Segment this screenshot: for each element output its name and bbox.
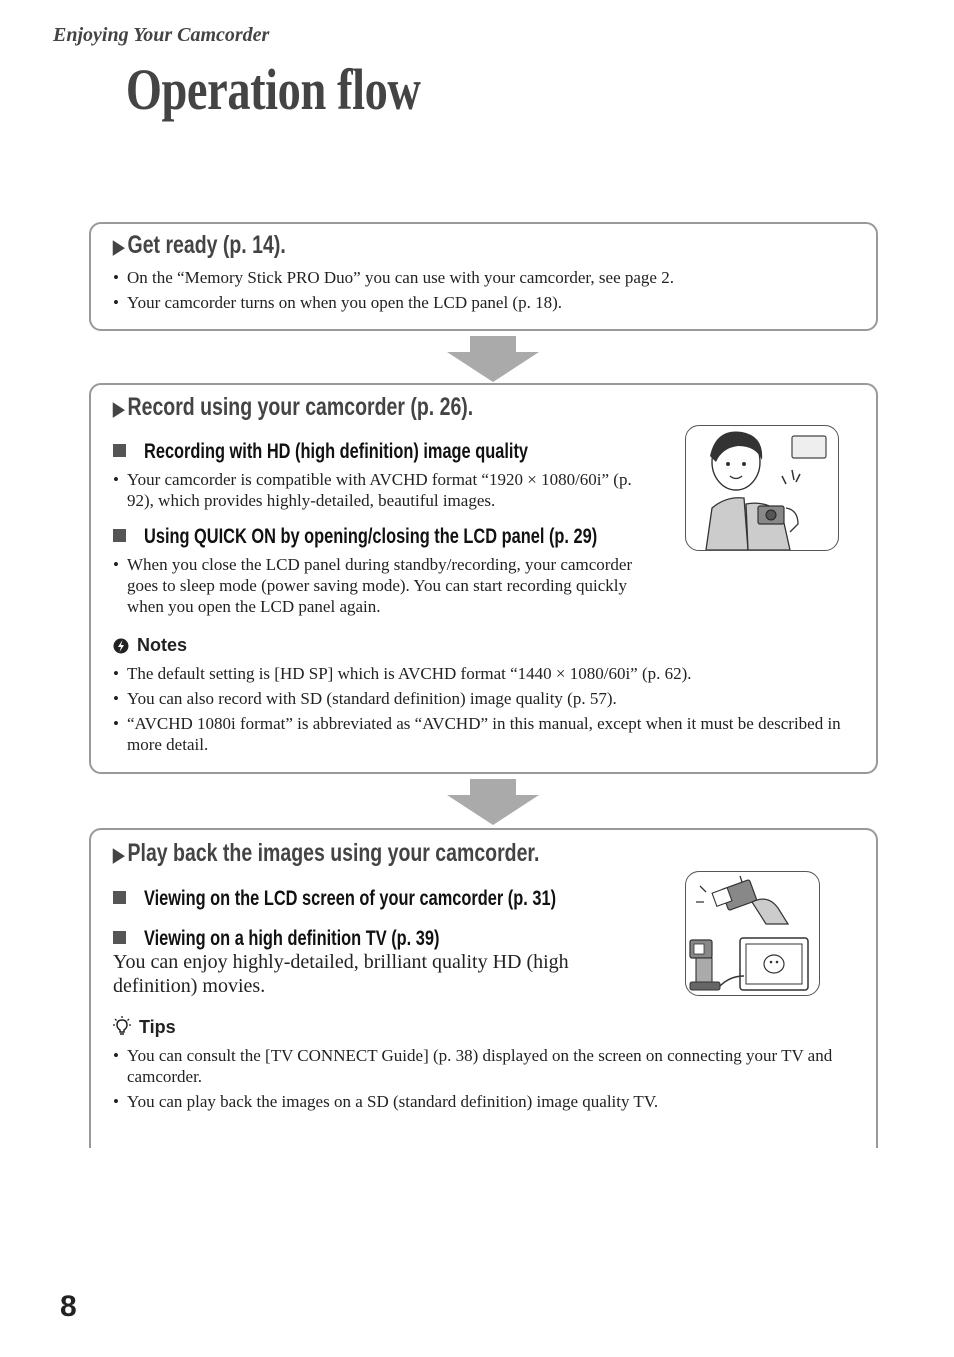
recording-illustration [685,425,839,551]
tips-list [113,1045,853,1116]
list-item: • You can also record with SD (standard definition) image quality (p. 57). [113,688,843,709]
step-play-back [89,828,878,1148]
section-label: Enjoying Your Camcorder [53,24,270,46]
page-number: 8 [60,1290,77,1323]
subsection-heading: Recording with HD (high definition) image quality [113,439,636,464]
tips-heading: Tips [113,1016,176,1038]
notes-list [113,663,843,759]
step-heading: ▶ Play back the images using your camcorder. [113,839,540,867]
notes-icon [113,638,129,654]
list-item: • On the “Memory Stick PRO Duo” you can use with your camcorder, see page 2. [113,267,853,288]
list-item: • The default setting is [HD SP] which is AVCHD format “1440 × 1080/60i” (p. 62). [113,663,843,684]
square-bullet-icon [113,529,126,542]
bullet-list [113,267,853,317]
step-record [89,383,878,774]
step-heading: ▶ Record using your camcorder (p. 26). [113,393,474,421]
list-item: • Your camcorder turns on when you open the LCD panel (p. 18). [113,292,853,313]
body-text: You can enjoy highly-detailed, brilliant quality HD (high definition) movies. [113,951,569,997]
square-bullet-icon [113,891,126,904]
bullet-list [113,469,643,515]
page-title: Operation flow [125,57,421,122]
step-heading: ▶ Get ready (p. 14). [113,231,286,259]
down-arrow-icon [447,336,539,382]
list-item: • You can play back the images on a SD (standard definition) image quality TV. [113,1091,853,1112]
list-item: • “AVCHD 1080i format” is abbreviated as “AVCHD” in this manual, except when it must be described in more detail. [113,713,843,755]
bullet-list [113,554,633,621]
step-get-ready [89,222,878,331]
list-item: • You can consult the [TV CONNECT Guide] (p. 38) displayed on the screen on connecting your TV and camcorder. [113,1045,853,1087]
subsection-heading: Using QUICK ON by opening/closing the LCD panel (p. 29) [113,524,725,549]
triangle-icon: ▶ [113,399,125,420]
triangle-icon: ▶ [113,845,125,866]
playback-illustration [685,871,820,996]
square-bullet-icon [113,931,126,944]
subsection-heading: Viewing on the LCD screen of your camcorder (p. 31) [113,886,672,911]
down-arrow-icon [447,779,539,825]
tips-bulb-icon [113,1016,131,1036]
square-bullet-icon [113,444,126,457]
notes-heading: Notes [113,635,187,656]
list-item: • Your camcorder is compatible with AVCHD format “1920 × 1080/60i” (p. 92), which provides highly-detailed, beautiful images. [113,469,643,511]
triangle-icon: ▶ [113,237,125,258]
subsection-heading: Viewing on a high definition TV (p. 39) [113,926,523,951]
list-item: • When you close the LCD panel during standby/recording, your camcorder goes to sleep mode (power saving mode). You can start recording quickly when you open the LCD panel again. [113,554,633,617]
